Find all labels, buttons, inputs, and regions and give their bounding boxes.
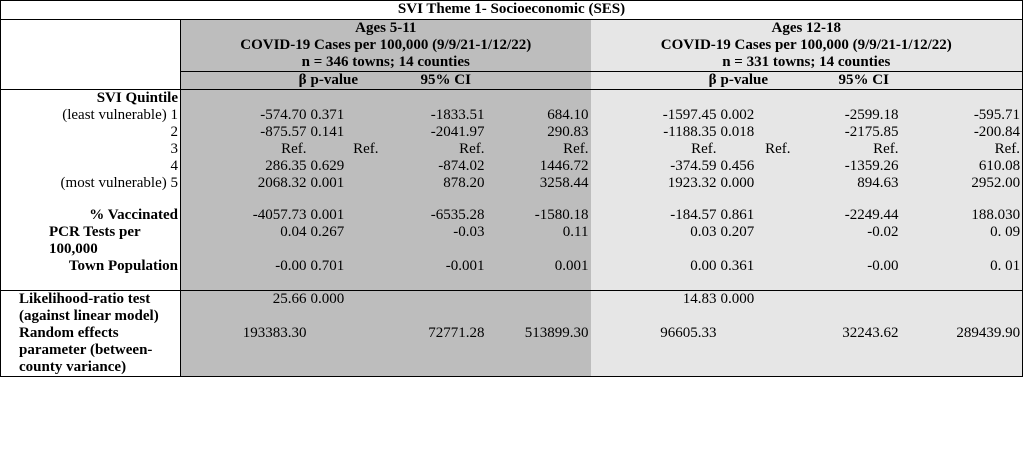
table-row: Likelihood-ratio test (against linear model) 25.66 0.000 14.83 0.000 xyxy=(1,291,1023,326)
group2-outcome: COVID-19 Cases per 100,000 (9/9/21-1/12/22) xyxy=(591,37,1023,54)
table-row: 2 -875.57 0.141 -2041.97 290.83 -1188.35 0.018 -2175.85 -200.84 xyxy=(1,124,1023,141)
row-label-blank xyxy=(1,20,181,72)
table-row: 4 286.35 0.629 -874.02 1446.72 -374.59 0.456 -1359.26 610.08 xyxy=(1,158,1023,175)
g1-pvalue-header: p-value xyxy=(309,72,381,90)
group2-age: Ages 12-18 xyxy=(591,20,1023,38)
table-row: PCR Tests per 100,000 0.04 0.267 -0.03 0.11 0.03 0.207 -0.02 0. 09 xyxy=(1,224,1023,258)
table-row: % Vaccinated -4057.73 0.001 -6535.28 -1580.18 -184.57 0.861 -2249.44 188.030 xyxy=(1,207,1023,224)
table-title: SVI Theme 1- Socioeconomic (SES) xyxy=(1,1,1023,20)
g1-beta-header: β xyxy=(181,72,309,90)
header-blank xyxy=(1,72,181,90)
table-row: (least vulnerable) 1 -574.70 0.371 -1833.51 684.10 -1597.45 0.002 -2599.18 -595.71 xyxy=(1,107,1023,124)
g2-ci-header: 95% CI xyxy=(793,72,1023,90)
g2-pvalue-header: p-value xyxy=(719,72,793,90)
group1-age: Ages 5-11 xyxy=(181,20,591,38)
quintile-header: SVI Quintile xyxy=(1,90,181,108)
table-row: Town Population -0.00 0.701 -0.001 0.001 0.00 0.361 -0.00 0. 01 xyxy=(1,258,1023,275)
table-row: 3 Ref. Ref. Ref. Ref. Ref. Ref. Ref. Ref. xyxy=(1,141,1023,158)
g1-ci-header: 95% CI xyxy=(381,72,591,90)
group1-n: n = 346 towns; 14 counties xyxy=(181,54,591,72)
group1-outcome: COVID-19 Cases per 100,000 (9/9/21-1/12/22) xyxy=(181,37,591,54)
group2-n: n = 331 towns; 14 counties xyxy=(591,54,1023,72)
table-row: (most vulnerable) 5 2068.32 0.001 878.20 3258.44 1923.32 0.000 894.63 2952.00 xyxy=(1,175,1023,192)
g2-beta-header: β xyxy=(591,72,719,90)
table-row: Random effects parameter (between-county variance) 193383.30 72771.28 513899.30 96605.33 32243.62 289439.90 xyxy=(1,325,1023,377)
